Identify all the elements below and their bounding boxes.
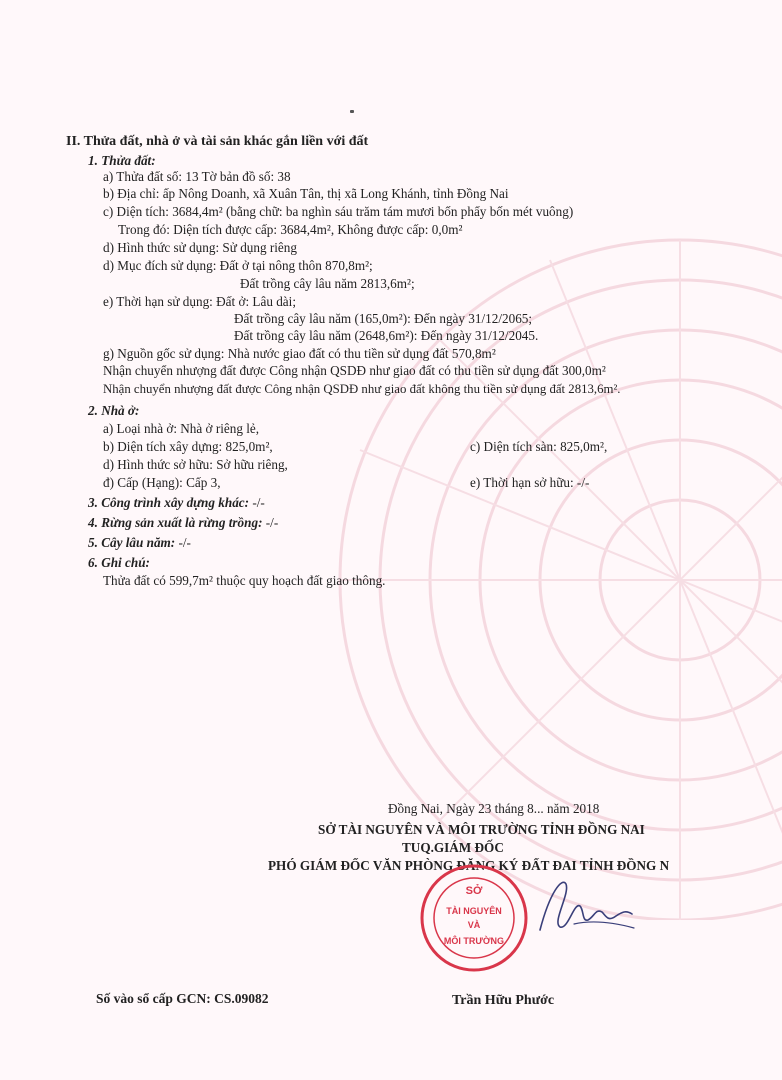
section-title: II. Thửa đất, nhà ở và tài sản khác gắn liền với đất xyxy=(66,134,369,149)
signer-name: Trần Hữu Phước xyxy=(452,993,555,1008)
house-heading: 2. Nhà ở: xyxy=(88,403,140,418)
house-term: e) Thời hạn sở hữu: -/- xyxy=(470,475,590,490)
department-name: SỞ TÀI NGUYÊN VÀ MÔI TRƯỜNG TỈNH ĐỒNG NAI xyxy=(318,822,645,837)
seal-text-mid1: TÀI NGUYÊN xyxy=(446,906,502,916)
seal-text-mid2: VÀ xyxy=(467,920,481,930)
perennial-label: 5. Cây lâu năm: xyxy=(88,535,176,550)
house-build-area: b) Diện tích xây dựng: 825,0m², xyxy=(103,439,273,454)
other-construction-label: 3. Công trình xây dựng khác: xyxy=(88,495,250,510)
house-floor-area: c) Diện tích sàn: 825,0m², xyxy=(470,439,608,454)
seal-text-bottom: MÔI TRƯỜNG xyxy=(443,936,505,946)
land-term-line-2: Đất trồng cây lâu năm (165,0m²): Đến ngày 31/12/2065; xyxy=(234,311,533,326)
land-origin-line-2: Nhận chuyển nhượng đất được Công nhận QSDĐ như giao đất có thu tiền sử dụng đất 300,0m² xyxy=(103,363,606,378)
land-origin-line: g) Nguồn gốc sử dụng: Nhà nước giao đất có thu tiền sử dụng đất 570,8m² xyxy=(103,346,496,361)
on-behalf-line: TUQ.GIÁM ĐỐC xyxy=(402,840,504,855)
land-usage-form-line: d) Hình thức sử dụng: Sử dụng riêng xyxy=(103,240,297,255)
land-origin-line-3: Nhận chuyển nhượng đất được Công nhận QSDĐ như giao đất không thu tiền sử dụng đất 2813,6m². xyxy=(103,382,621,396)
date-line: Đồng Nai, Ngày 23 tháng 8... năm 2018 xyxy=(388,801,600,816)
seal-text-top: SỞ xyxy=(465,885,483,897)
forest-value: -/- xyxy=(262,515,279,530)
land-address-line: b) Địa chỉ: ấp Nông Doanh, xã Xuân Tân, thị xã Long Khánh, tỉnh Đồng Nai xyxy=(103,186,509,201)
land-term-line-3: Đất trồng cây lâu năm (2648,6m²): Đến ngày 31/12/2045. xyxy=(234,328,539,343)
official-seal-stamp xyxy=(418,862,530,974)
house-ownership: d) Hình thức sở hữu: Sở hữu riêng, xyxy=(103,457,288,472)
house-grade: đ) Cấp (Hạng): Cấp 3, xyxy=(103,475,221,490)
notes-value: Thửa đất có 599,7m² thuộc quy hoạch đất giao thông. xyxy=(103,573,386,588)
deputy-title: PHÓ GIÁM ĐỐC VĂN PHÒNG ĐĂNG KÝ ĐẤT ĐAI TỈNH ĐỒNG N xyxy=(268,858,670,873)
perennial-value: -/- xyxy=(175,535,191,550)
house-type: a) Loại nhà ở: Nhà ở riêng lẻ, xyxy=(103,421,260,436)
registry-number: Số vào sổ cấp GCN: CS.09082 xyxy=(96,991,269,1006)
land-granted-line: Trong đó: Diện tích được cấp: 3684,4m², Không được cấp: 0,0m² xyxy=(118,222,463,237)
land-purpose-line: d) Mục đích sử dụng: Đất ở tại nông thôn 870,8m²; xyxy=(103,258,373,273)
land-heading: 1. Thửa đất: xyxy=(88,153,156,168)
forest-label: 4. Rừng sản xuất là rừng trồng: xyxy=(88,515,263,530)
notes-label: 6. Ghi chú: xyxy=(88,555,150,570)
land-term-line: e) Thời hạn sử dụng: Đất ở: Lâu dài; xyxy=(103,294,296,309)
other-construction xyxy=(88,495,265,511)
land-area-line: c) Diện tích: 3684,4m² (bằng chữ: ba nghìn sáu trăm tám mươi bốn phẩy bốn mét vuông) xyxy=(103,204,574,219)
land-purpose-line-2: Đất trồng cây lâu năm 2813,6m²; xyxy=(240,276,415,291)
ink-mark xyxy=(350,110,354,113)
land-parcel-line: a) Thửa đất số: 13 Tờ bản đồ số: 38 xyxy=(103,169,291,184)
forest xyxy=(88,515,278,531)
handwritten-signature xyxy=(522,872,642,942)
other-construction-value: -/- xyxy=(249,495,265,510)
perennial xyxy=(88,535,191,551)
